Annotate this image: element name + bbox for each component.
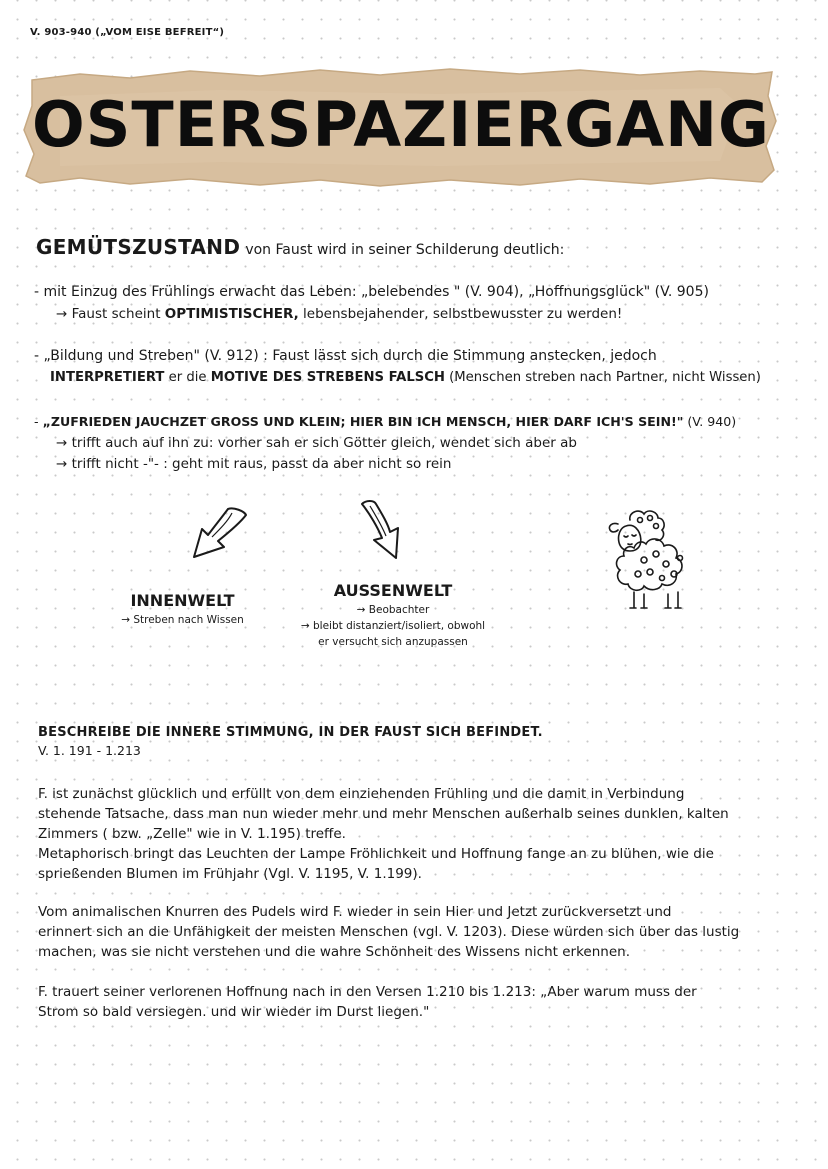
paragraph-2-line-3: machen, was sie nicht verstehen und die wahre Schönheit des Wissens nicht erkennen.: [38, 944, 630, 960]
keyword-gemuetszustand: GEMÜTSZUSTAND: [36, 235, 241, 259]
paragraph-1-line-1: F. ist zunächst glücklich und erfüllt von dem einziehenden Frühling und die damit in Verbindung: [38, 786, 685, 802]
intro-text: von Faust wird in seiner Schilderung deutlich:: [245, 242, 565, 258]
point-1-sub-rest: lebensbejahender, selbstbewusster zu werden!: [303, 306, 623, 322]
arrow-down-right-icon: [356, 498, 408, 562]
paragraph-3-line-1: F. trauert seiner verlorenen Hoffnung nach in den Versen 1.210 bis 1.213: „Aber warum muss der: [38, 984, 697, 1000]
paragraph-1-line-2: stehende Tatsache, dass man nun wieder mehr und mehr Menschen außerhalb seines dunklen, kalten: [38, 806, 729, 822]
paragraph-1: [38, 784, 798, 884]
point-2-sub: [50, 370, 761, 385]
point-2-text: - „Bildung und Streben" (V. 912) : Faust lässt sich durch die Stimmung anstecken, jedoch: [34, 348, 657, 364]
point-2-mid: er die: [168, 370, 207, 385]
point-3-ref: (V. 940): [687, 414, 737, 429]
aussenwelt-line-2: → bleibt distanziert/isoliert, obwohl: [300, 620, 486, 632]
point-3-sub-2: → trifft nicht -"- : geht mit raus, passt da aber nicht so rein: [56, 456, 452, 472]
point-2-bold-interpretiert: INTERPRETIERT: [50, 370, 165, 385]
task-verses: V. 1. 191 - 1.213: [38, 743, 141, 758]
page-title: OSTERSPAZIERGANG: [32, 88, 770, 161]
task-heading: BESCHREIBE DIE INNERE STIMMUNG, IN DER FAUST SICH BEFINDET.: [38, 725, 543, 740]
point-2-rest: (Menschen streben nach Partner, nicht Wissen): [449, 370, 761, 385]
verse-reference: V. 903-940 („VOM EISE BEFREIT“): [30, 27, 225, 38]
paragraph-1-line-4: Metaphorisch bringt das Leuchten der Lampe Fröhlichkeit und Hoffnung fange an zu blühen, wie die: [38, 846, 714, 862]
point-1-sub-bold: OPTIMISTISCHER,: [164, 306, 299, 322]
innenwelt-line-1: → Streben nach Wissen: [121, 614, 244, 626]
paragraph-2-line-2: erinnert sich an die Unfähigkeit der meisten Menschen (vgl. V. 1203). Diese würden sich über das lustig: [38, 924, 740, 940]
paragraph-3-line-2: Strom so bald versiegen. und wir wieder im Durst liegen.": [38, 1004, 430, 1020]
paragraph-3: [38, 982, 798, 1022]
sheep-icon: [604, 508, 702, 612]
point-3-sub-1: → trifft auch auf ihn zu: vorher sah er sich Götter gleich, wendet sich aber ab: [56, 435, 577, 451]
paragraph-1-line-5: sprießenden Blumen im Frühjahr (Vgl. V. 1195, V. 1.199).: [38, 866, 422, 882]
point-2-bold-motive: MOTIVE DES STREBENS FALSCH: [210, 370, 445, 385]
paragraph-2-line-1: Vom animalischen Knurren des Pudels wird F. wieder in sein Hier und Jetzt zurückversetzt und: [38, 904, 672, 920]
intro-line: [36, 235, 564, 259]
point-3-text: [34, 414, 736, 429]
arrow-down-left-icon: [188, 505, 250, 561]
point-3-prefix: -: [34, 414, 43, 429]
paragraph-1-line-3: Zimmers ( bzw. „Zelle" wie in V. 1.195) treffe.: [38, 826, 346, 842]
point-1-sub-prefix: → Faust scheint: [56, 306, 161, 322]
aussenwelt-line-1: → Beobachter: [356, 604, 430, 616]
point-1-sub: [56, 306, 622, 322]
point-1-text: - mit Einzug des Frühlings erwacht das Leben: „belebendes " (V. 904), „Hoffnungsglück" (V. 905): [34, 284, 709, 300]
innenwelt-title: INNENWELT: [130, 591, 235, 610]
aussenwelt-title: AUSSENWELT: [333, 581, 453, 600]
paragraph-2: [38, 902, 798, 962]
point-3-quote: „ZUFRIEDEN JAUCHZET GROSS UND KLEIN; HIER BIN ICH MENSCH, HIER DARF ICH'S SEIN!": [42, 414, 684, 429]
aussenwelt-line-3: er versucht sich anzupassen: [318, 636, 468, 648]
